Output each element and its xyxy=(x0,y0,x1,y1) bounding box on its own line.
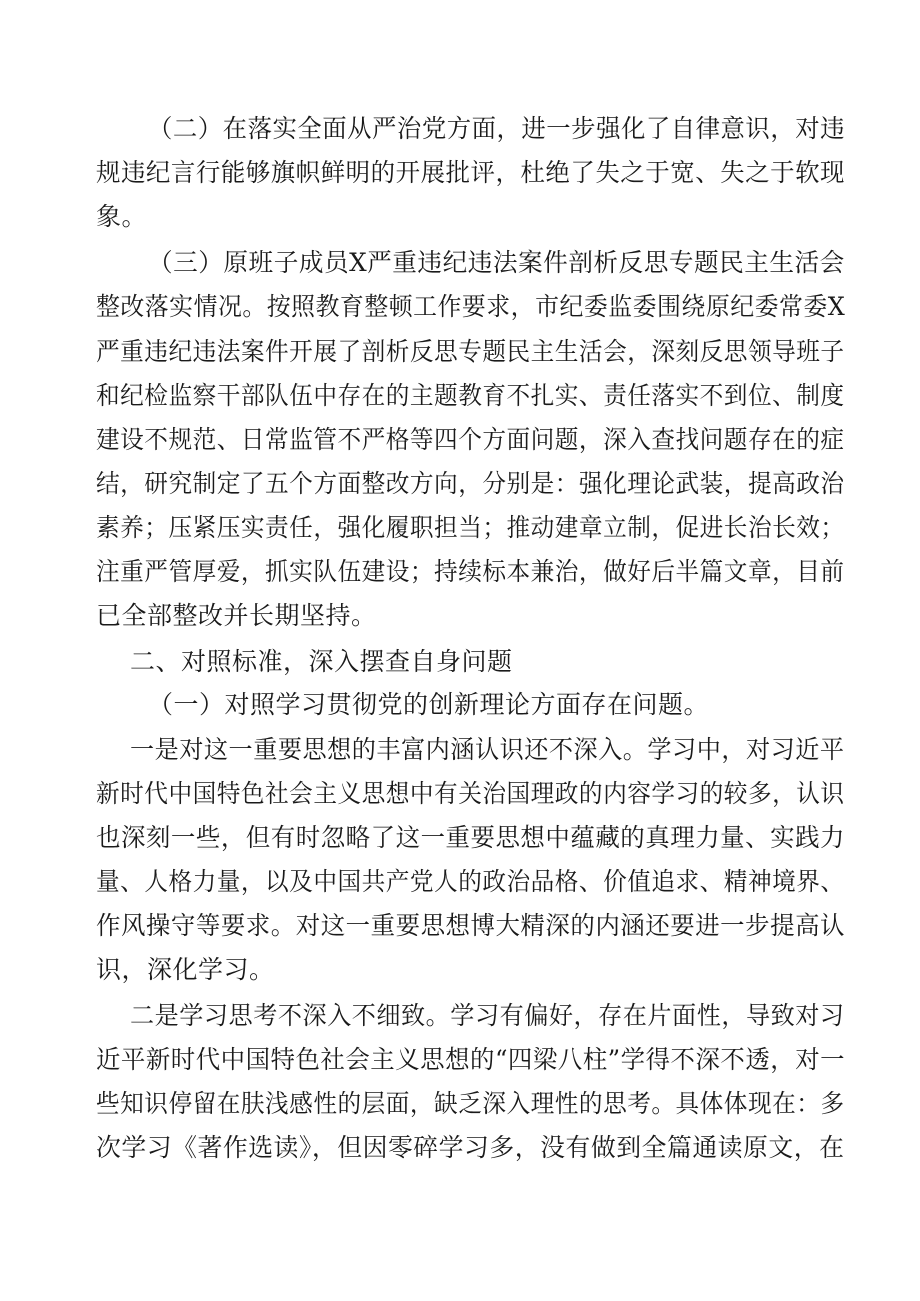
text-line: 一是对这一重要思想的丰富内涵认识还不深入。学习中，对习近平 xyxy=(130,735,845,764)
text-line: 素养；压紧压实责任，强化履职担当；推动建章立制，促进长治长效； xyxy=(96,513,845,542)
text-line: 注重严管厚爱，抓实队伍建设；持续标本兼治，做好后半篇文章，目前 xyxy=(96,557,845,586)
text-line: 些知识停留在肤浅感性的层面，缺乏深入理性的思考。具体体现在：多 xyxy=(96,1089,845,1118)
text-line: 也深刻一些，但有时忽略了这一重要思想中蕴藏的真理力量、实践力 xyxy=(96,823,846,852)
text-line: 和纪检监察干部队伍中存在的主题教育不扎实、责任落实不到位、制度 xyxy=(96,381,845,410)
text-line: 新时代中国特色社会主义思想中有关治国理政的内容学习的较多，认识 xyxy=(96,779,845,808)
text-line: 严重违纪违法案件开展了剖析反思专题民主生活会，深刻反思领导班子 xyxy=(96,337,845,366)
text-line: （三）原班子成员X严重违纪违法案件剖析反思专题民主生活会 xyxy=(148,248,845,277)
section-heading: 二、对照标准，深入摆查自身问题 xyxy=(130,647,513,676)
text-line: 规违纪言行能够旗帜鲜明的开展批评，杜绝了失之于宽、失之于软现 xyxy=(96,158,846,187)
text-line: （二）在落实全面从严治党方面，进一步强化了自律意识，对违 xyxy=(148,114,846,143)
subsection-heading: （一）对照学习贯彻党的创新理论方面存在问题。 xyxy=(148,690,710,719)
text-line: 量、人格力量，以及中国共产党人的政治品格、价值追求、精神境界、 xyxy=(96,867,845,896)
text-line: 整改落实情况。按照教育整顿工作要求，市纪委监委围绕原纪委常委X xyxy=(96,292,846,321)
text-line: 结，研究制定了五个方面整改方向，分别是：强化理论武装，提高政治 xyxy=(96,469,845,498)
text-line: 识，深化学习。 xyxy=(96,955,275,984)
text-line: 建设不规范、日常监管不严格等四个方面问题，深入查找问题存在的症 xyxy=(96,425,845,454)
text-line: 作风操守等要求。对这一重要思想博大精深的内涵还要进一步提高认 xyxy=(96,911,846,940)
text-line: 象。 xyxy=(96,202,148,231)
text-line: 二是学习思考不深入不细致。学习有偏好，存在片面性，导致对习 xyxy=(130,1001,845,1030)
text-line: 已全部整改并长期坚持。 xyxy=(96,601,377,630)
text-line: 近平新时代中国特色社会主义思想的“四梁八柱”学得不深不透，对一 xyxy=(96,1045,846,1074)
text-line: 次学习《著作选读》，但因零碎学习多，没有做到全篇通读原文，在 xyxy=(96,1133,845,1162)
